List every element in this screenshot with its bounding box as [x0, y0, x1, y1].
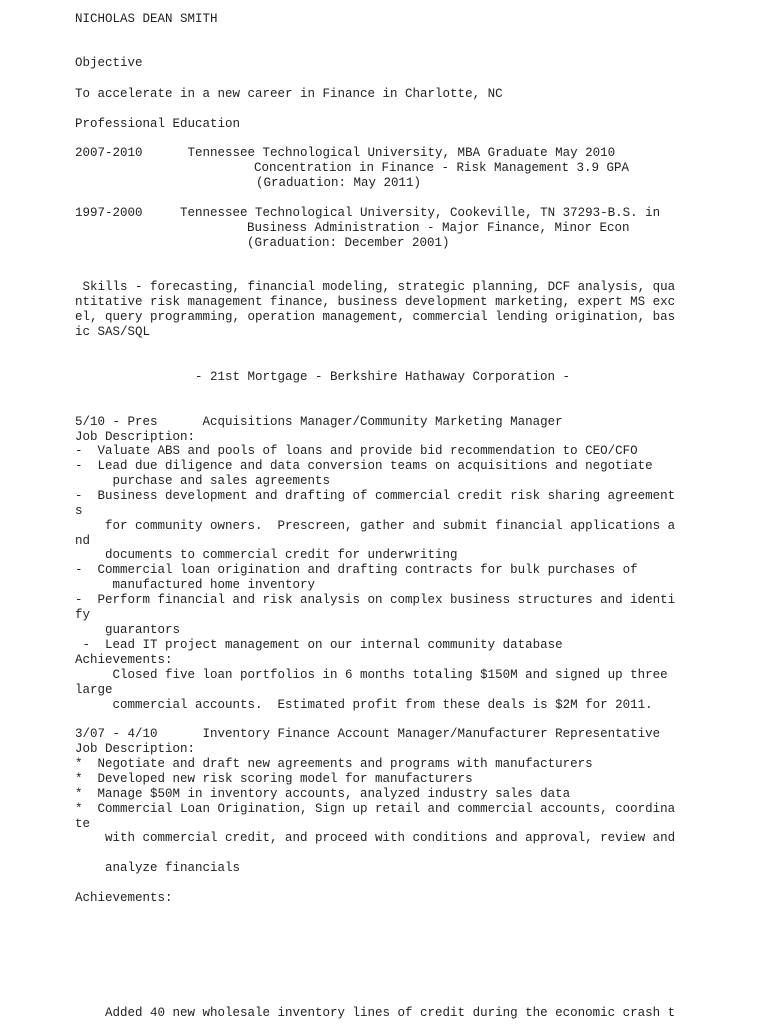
job-1-line: commercial accounts. Estimated profit from these deals is $2M for 2011.	[75, 698, 653, 712]
job-1-line: for community owners. Prescreen, gather and submit financial applications a	[75, 519, 676, 533]
objective-heading: Objective	[75, 56, 143, 70]
objective-text: To accelerate in a new career in Finance in Charlotte, NC	[75, 87, 503, 101]
job-2-header: 3/07 - 4/10 Inventory Finance Account Manager/Manufacturer Representative	[75, 727, 661, 741]
job-2-line: Job Description:	[75, 742, 196, 756]
job-1-line: - Business development and drafting of commercial credit risk sharing agreement	[75, 489, 676, 503]
job-1-line: - Perform financial and risk analysis on complex business structures and identi	[75, 593, 676, 607]
skills-line: ic SAS/SQL	[75, 325, 151, 339]
job-1-line: guarantors	[75, 623, 181, 637]
job-1-line: s	[75, 504, 83, 518]
resume-name: NICHOLAS DEAN SMITH	[75, 12, 218, 26]
job-2-line: with commercial credit, and proceed with conditions and approval, review and	[75, 831, 676, 845]
education-entry-1-graduation: (Graduation: May 2011)	[256, 176, 422, 190]
job-1-line: manufactured home inventory	[75, 578, 316, 592]
company-heading: - 21st Mortgage - Berkshire Hathaway Corporation -	[195, 370, 571, 384]
job-1-line: Closed five loan portfolios in 6 months totaling $150M and signed up three	[75, 668, 668, 682]
job-2-line: analyze financials	[75, 861, 241, 875]
skills-line: Skills - forecasting, financial modeling, strategic planning, DCF analysis, qua	[75, 280, 676, 294]
job-1-achievements-heading: Achievements:	[75, 653, 173, 667]
job-1-line: nd	[75, 534, 91, 548]
job-2-line: * Commercial Loan Origination, Sign up retail and commercial accounts, coordina	[75, 802, 676, 816]
skills-line: ntitative risk management finance, business development marketing, expert MS exc	[75, 295, 676, 309]
job-2-line: * Developed new risk scoring model for manufacturers	[75, 772, 473, 786]
job-2-achievements-heading: Achievements:	[75, 891, 173, 905]
job-1-line: - Commercial loan origination and drafting contracts for bulk purchases of	[75, 563, 638, 577]
job-2-line: * Manage $50M in inventory accounts, analyzed industry sales data	[75, 787, 571, 801]
job-1-line: large	[75, 683, 113, 697]
job-1-line: purchase and sales agreements	[75, 474, 331, 488]
job-1-header: 5/10 - Pres Acquisitions Manager/Community Marketing Manager	[75, 415, 563, 429]
education-entry-2-detail: Business Administration - Major Finance, Minor Econ	[247, 221, 630, 235]
job-1-line: - Lead IT project management on our internal community database	[75, 638, 563, 652]
education-entry-1-detail: Concentration in Finance - Risk Management 3.9 GPA	[254, 161, 630, 175]
education-entry-1-line: 2007-2010 Tennessee Technological University, MBA Graduate May 2010	[75, 146, 616, 160]
job-1-line: - Lead due diligence and data conversion teams on acquisitions and negotiate	[75, 459, 653, 473]
job-1-line: - Valuate ABS and pools of loans and provide bid recommendation to CEO/CFO	[75, 444, 638, 458]
job-1-line: documents to commercial credit for underwriting	[75, 548, 458, 562]
education-entry-2-graduation: (Graduation: December 2001)	[247, 236, 450, 250]
education-entry-2-line: 1997-2000 Tennessee Technological University, Cookeville, TN 37293-B.S. in	[75, 206, 661, 220]
skills-line: el, query programming, operation management, commercial lending origination, bas	[75, 310, 676, 324]
job-2-line: te	[75, 817, 91, 831]
job-2-line: * Negotiate and draft new agreements and programs with manufacturers	[75, 757, 593, 771]
job-1-line: Job Description:	[75, 430, 196, 444]
education-heading: Professional Education	[75, 117, 241, 131]
job-1-line: fy	[75, 608, 91, 622]
job-2-achievement-line: Added 40 new wholesale inventory lines of credit during the economic crash t	[75, 1006, 676, 1020]
